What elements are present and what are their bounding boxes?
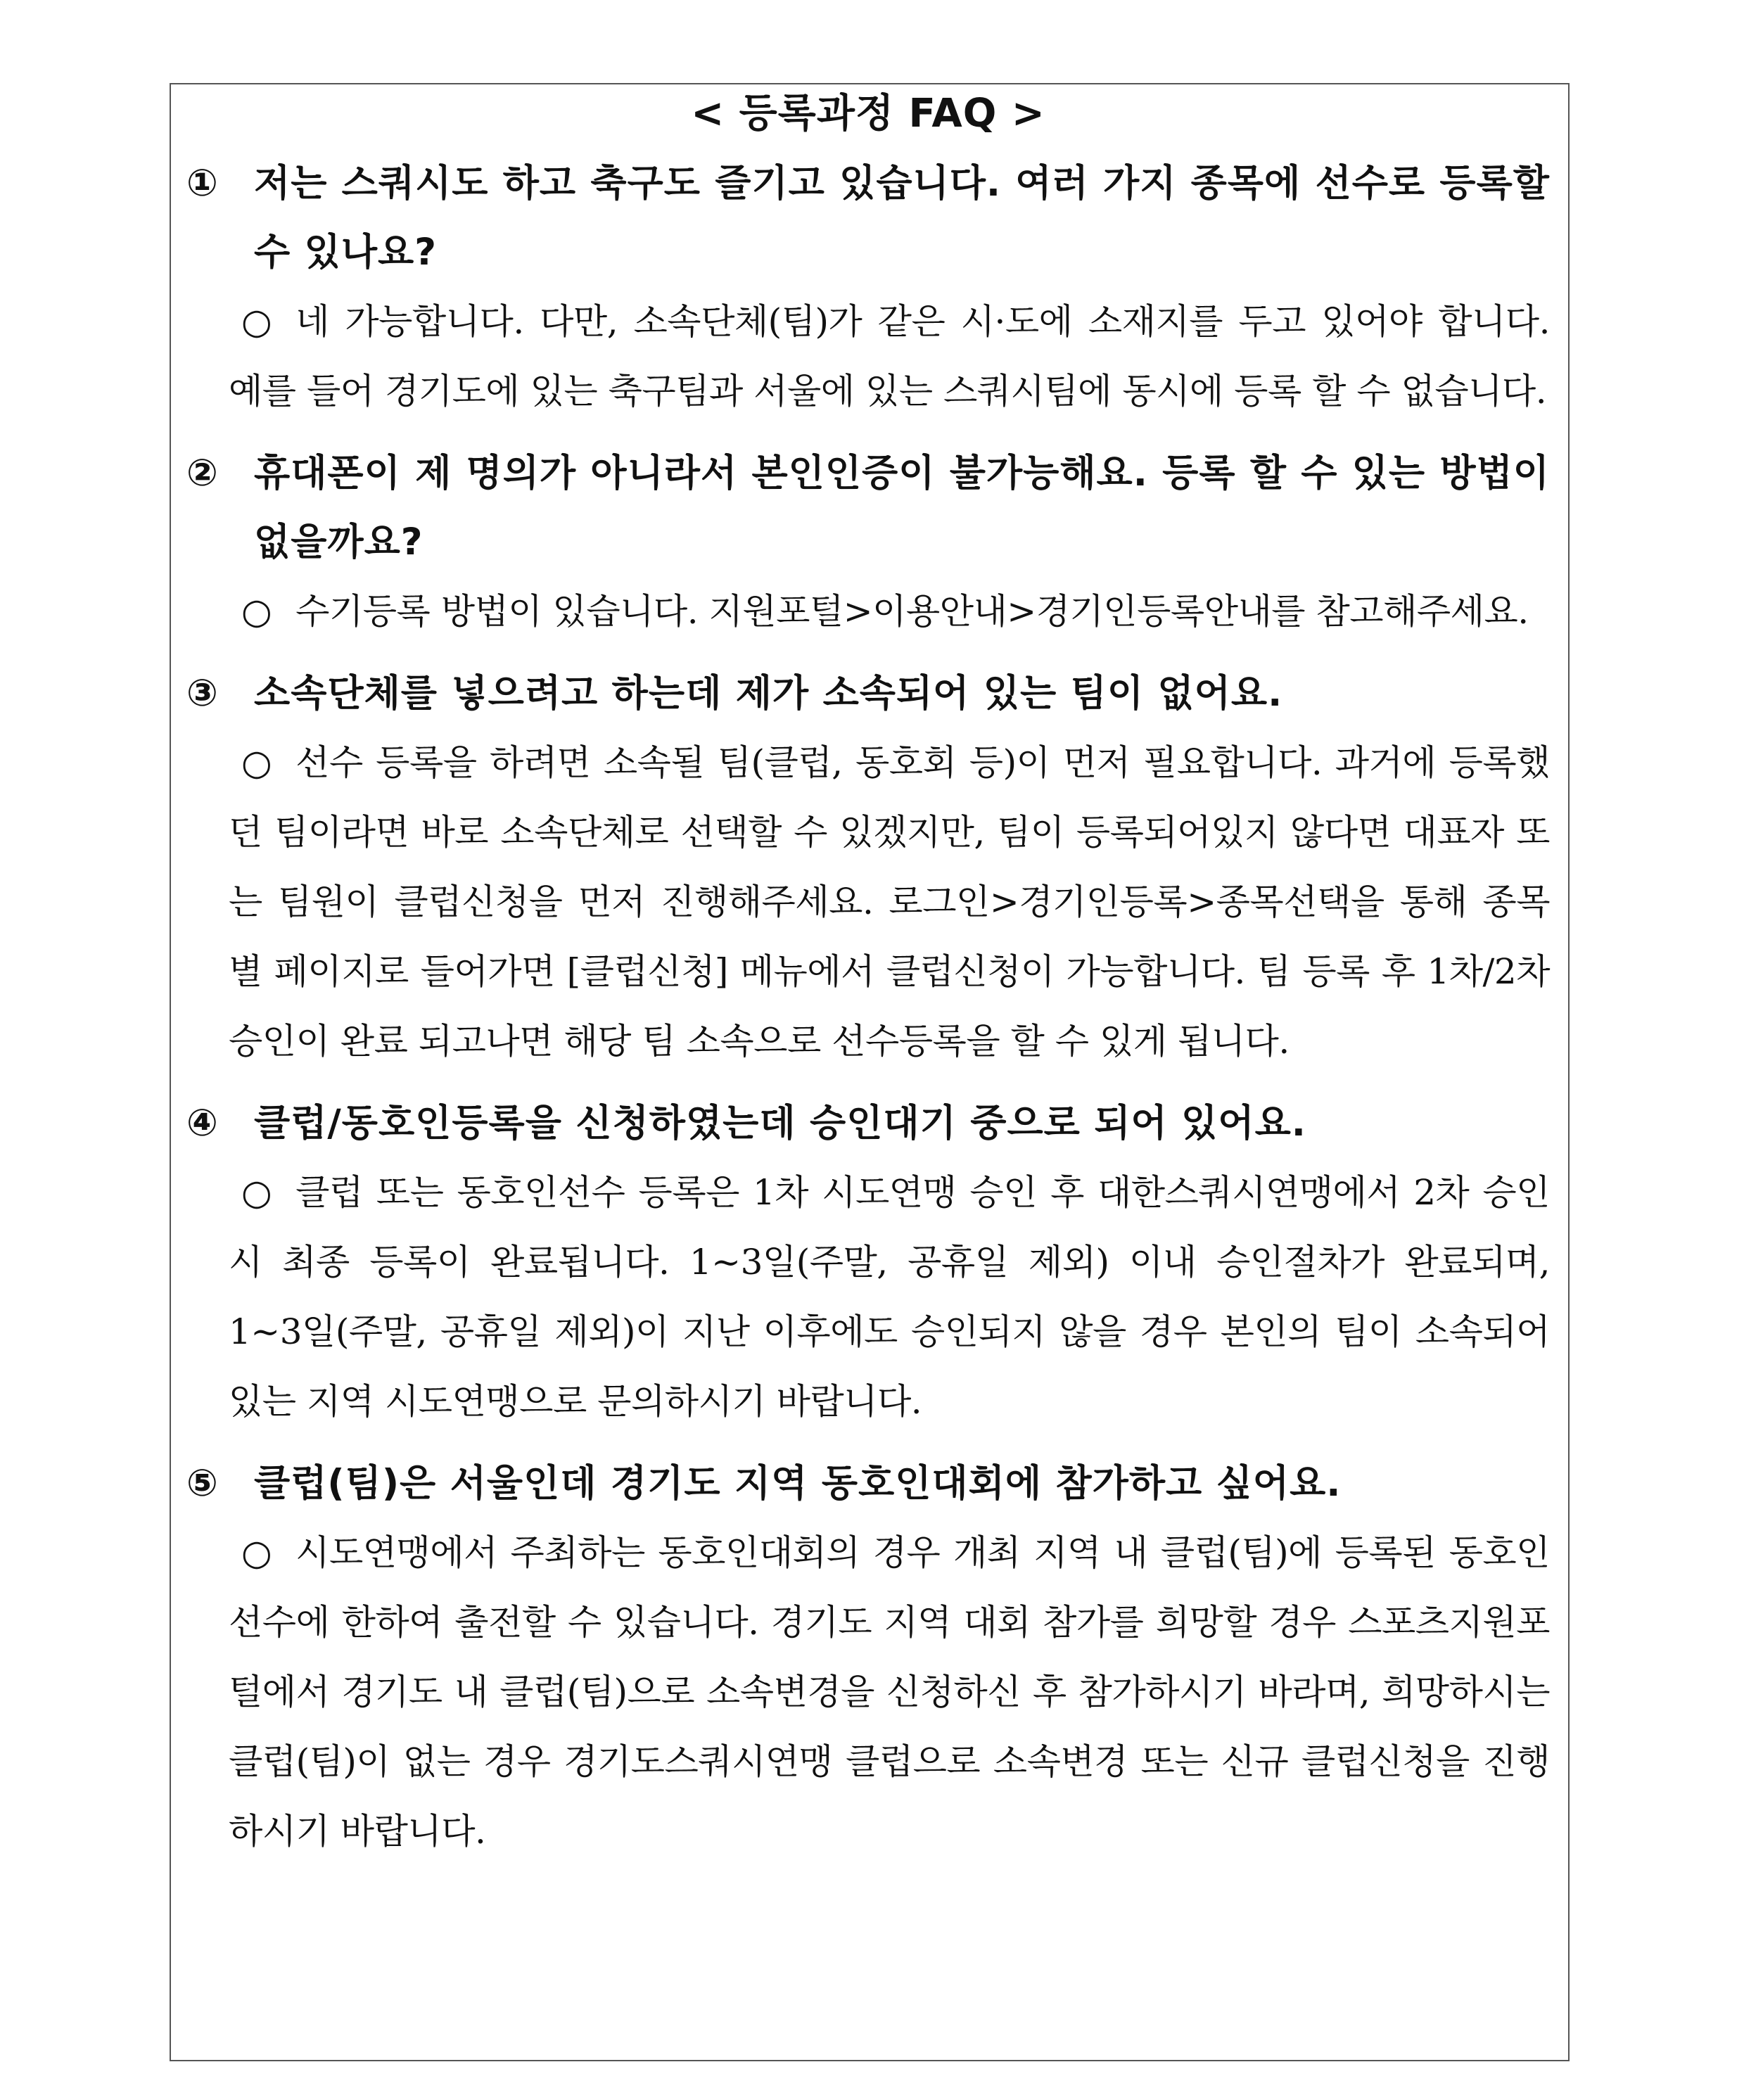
faq-item-4: [186, 1089, 1550, 1437]
faq-box: [170, 83, 1570, 2061]
question-number: ①: [186, 162, 218, 205]
answer-text: 수기등록 방법이 있습니다. 지원포털>이용안내>경기인등록안내를 참고해주세요.: [295, 591, 1529, 632]
faq-item-5: [186, 1449, 1550, 1866]
question-text: 소속단체를 넣으려고 하는데 제가 소속되어 있는 팀이 없어요.: [254, 672, 1283, 715]
faq-question: [186, 1449, 1550, 1518]
bullet-icon: ○: [241, 301, 272, 342]
bullet-icon: ○: [241, 742, 272, 783]
faq-title: < 등록과정 FAQ >: [691, 91, 1045, 136]
question-text: 클럽/동호인등록을 신청하였는데 승인대기 중으로 되어 있어요.: [254, 1102, 1306, 1145]
faq-question: [186, 659, 1550, 728]
answer-text: 시도연맹에서 주최하는 동호인대회의 경우 개최 지역 내 클럽(팀)에 등록된 동호인선수에 한하여 출전할 수 있습니다. 경기도 지역 대회 참가를 희망할 경우 스포츠지원포털에서 경기도 내 클럽(팀)으로 소속변경을 신청하신 후 참가하시기 바라며, 희망하시는 클럽(팀)이 없는 경우 경기도스쿼시연맹 클럽으로 소속변경 또는 신규 클럽신청을 진행하시기 바랍니다.: [229, 1532, 1550, 1852]
answer-text: 네 가능합니다. 다만, 소속단체(팀)가 같은 시·도에 소재지를 두고 있어야 합니다. 예를 들어 경기도에 있는 축구팀과 서울에 있는 스쿼시팀에 동시에 등록 할 수 없습니다.: [229, 301, 1550, 412]
answer-text: 선수 등록을 하려면 소속될 팀(클럽, 동호회 등)이 먼저 필요합니다. 과거에 등록했던 팀이라면 바로 소속단체로 선택할 수 있겠지만, 팀이 등록되어있지 않다면 대표자 또는 팀원이 클럽신청을 먼저 진행해주세요. 로그인>경기인등록>종목선택을 통해 종목별 페이지로 들어가면 [클럽신청] 메뉴에서 클럽신청이 가능합니다. 팀 등록 후 1차/2차 승인이 완료 되고나면 해당 팀 소속으로 선수등록을 할 수 있게 됩니다.: [229, 742, 1550, 1062]
faq-answer: [186, 1518, 1550, 1866]
faq-question: [186, 439, 1550, 577]
answer-text: 클럽 또는 동호인선수 등록은 1차 시도연맹 승인 후 대한스쿼시연맹에서 2차 승인 시 최종 등록이 완료됩니다. 1~3일(주말, 공휴일 제외) 이내 승인절차가 완료되며, 1~3일(주말, 공휴일 제외)이 지난 이후에도 승인되지 않을 경우 본인의 팀이 소속되어 있는 지역 시도연맹으로 문의하시기 바랍니다.: [229, 1172, 1550, 1422]
question-number: ②: [186, 452, 218, 495]
faq-answer: [186, 728, 1550, 1076]
faq-answer: [186, 287, 1550, 426]
faq-item-3: [186, 659, 1550, 1076]
question-number: ⑤: [186, 1462, 218, 1505]
question-text: 클럽(팀)은 서울인데 경기도 지역 동호인대회에 참가하고 싶어요.: [254, 1462, 1342, 1505]
question-number: ③: [186, 672, 218, 715]
question-number: ④: [186, 1102, 218, 1145]
bullet-icon: ○: [241, 591, 272, 632]
bullet-icon: ○: [241, 1532, 272, 1573]
question-text: 저는 스쿼시도 하고 축구도 즐기고 있습니다. 여러 가지 종목에 선수로 등록할 수 있나요?: [254, 162, 1550, 274]
faq-question: [186, 1089, 1550, 1158]
faq-question: [186, 149, 1550, 287]
faq-answer: [186, 1158, 1550, 1437]
question-text: 휴대폰이 제 명의가 아니라서 본인인증이 불가능해요. 등록 할 수 있는 방법이 없을까요?: [254, 452, 1550, 564]
faq-answer: [186, 577, 1550, 647]
bullet-icon: ○: [241, 1172, 272, 1213]
faq-item-2: [186, 439, 1550, 647]
faq-item-1: [186, 149, 1550, 426]
